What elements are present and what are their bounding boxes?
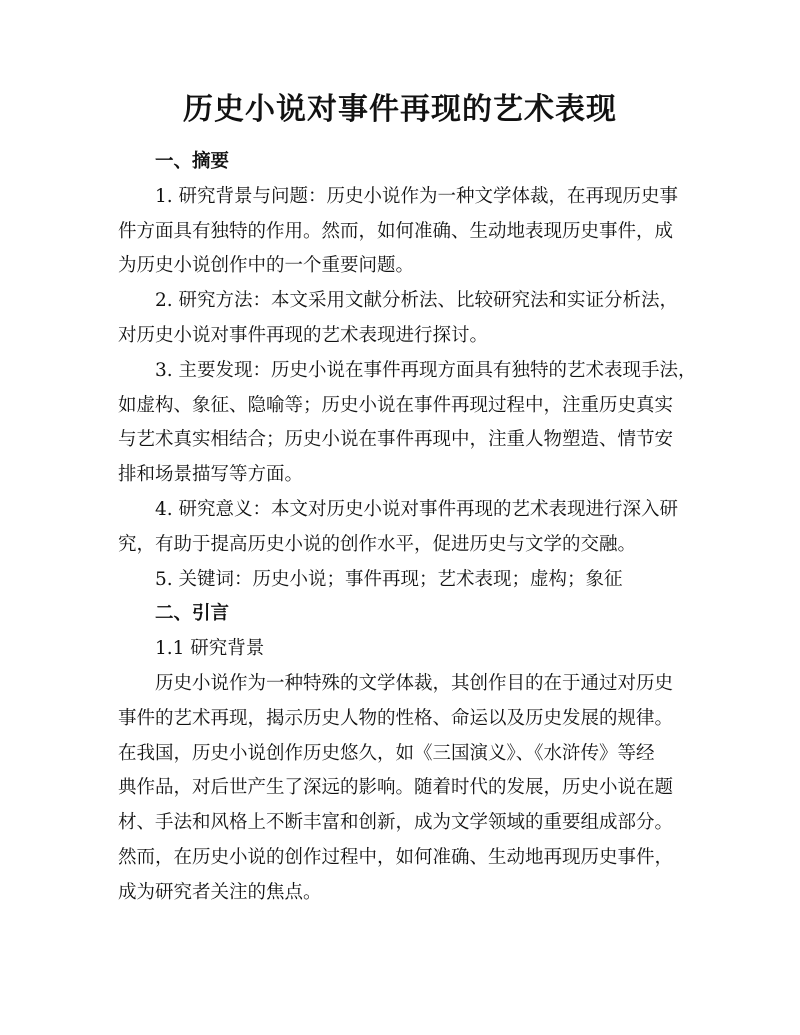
text-line: 对历史小说对事件再现的艺术表现进行探讨。 [118,324,489,346]
document-title: 历史小说对事件再现的艺术表现 [183,92,617,127]
text-line: 材、手法和风格上不断丰富和创新，成为文学领域的重要组成部分。 [118,812,674,834]
text-line: 与艺术真实相结合；历史小说在事件再现中，注重人物塑造、情节安 [118,429,674,451]
abstract-keywords [118,563,686,598]
text-line: 如虚构、象征、隐喻等；历史小说在事件再现过程中，注重历史真实 [118,394,674,416]
text-line: 然而，在历史小说的创作过程中，如何准确、生动地再现历史事件， [118,846,674,868]
text-line: 4. 研究意义：本文对历史小说对事件再现的艺术表现进行深入研 [155,498,679,520]
document-body [118,145,697,911]
introduction-paragraph-1 [118,667,686,911]
section-heading-abstract: 一、摘要 [155,151,230,172]
text-line: 典作品，对后世产生了深远的影响。随着时代的发展，历史小说在题 [118,777,674,799]
abstract-paragraph-3 [118,354,697,493]
text-line: 1. 研究背景与问题：历史小说作为一种文学体裁，在再现历史事 [155,185,679,207]
abstract-paragraph-4 [118,493,686,563]
text-line: 成为研究者关注的焦点。 [118,881,322,903]
abstract-paragraph-2 [118,284,686,354]
text-line: 究，有助于提高历史小说的创作水平，促进历史与文学的交融。 [118,533,637,555]
text-line: 事件的艺术再现，揭示历史人物的性格、命运以及历史发展的规律。 [118,707,674,729]
abstract-paragraph-1 [118,180,686,284]
text-line: 3. 主要发现：历史小说在事件再现方面具有独特的艺术表现手法， [155,359,697,381]
section-heading-introduction: 二、引言 [155,603,230,625]
text-line: 2. 研究方法：本文采用文献分析法、比较研究法和实证分析法， [155,290,679,312]
text-line: 为历史小说创作中的一个重要问题。 [118,255,415,277]
text-line: 件方面具有独特的作用。然而，如何准确、生动地表现历史事件，成 [118,220,674,242]
text-line: 历史小说作为一种特殊的文学体裁，其创作目的在于通过对历史 [155,672,674,694]
text-line: 排和场景描写等方面。 [118,464,304,486]
subsection-title: 1.1 研究背景 [155,638,265,660]
text-line: 5. 关键词：历史小说；事件再现；艺术表现；虚构；象征 [155,568,623,590]
text-line: 在我国，历史小说创作历史悠久，如《三国演义》、《水浒传》等经 [118,742,655,764]
subsection-heading [118,632,686,667]
